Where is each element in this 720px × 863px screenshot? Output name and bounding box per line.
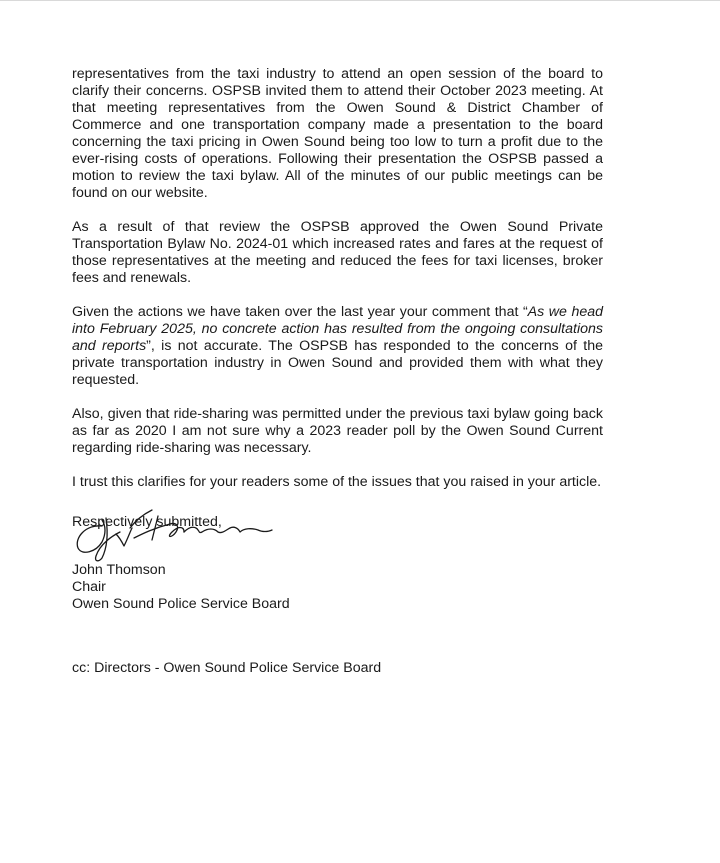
signer-organization: Owen Sound Police Service Board <box>72 596 290 612</box>
paragraph-3-lead: Given the actions we have taken over the last year your comment that “ <box>72 304 528 320</box>
signer-title: Chair <box>72 579 106 595</box>
cc-line: cc: Directors - Owen Sound Police Service Board <box>72 660 382 676</box>
page-top-border <box>0 0 720 1</box>
paragraph-3 <box>72 304 603 389</box>
signer-name: John Thomson <box>72 562 166 578</box>
paragraph-3-tail: ”, is not accurate. The OSPSB has responded to the concerns of the private transportation industry in Owen Sound and provided them with what they requested. <box>72 338 603 388</box>
quoted-comment: As we head into February 2025, no concrete action has resulted from the ongoing consultations and reports <box>72 304 604 354</box>
signature-block <box>72 562 290 613</box>
paragraph-1: representatives from the taxi industry to attend an open session of the board to clarify their concerns. OSPSB invited them to attend their October 2023 meeting. At that meeting representatives from the Owen Sound & District Chamber of Commerce and one transportation company made a presentation to the board concerning the taxi pricing in Owen Sound being too low to turn a profit due to the ever-rising costs of operations. Following their presentation the OSPSB passed a motion to review the taxi bylaw. All of the minutes of our public meetings can be found on our website. <box>72 66 603 201</box>
paragraph-5: I trust this clarifies for your readers some of the issues that you raised in your article. <box>72 474 602 490</box>
paragraph-2: As a result of that review the OSPSB approved the Owen Sound Private Transportation Bylaw No. 2024-01 which increased rates and fares at the request of those representatives at the meeting and reduced the fees for taxi licenses, broker fees and renewals. <box>72 219 603 286</box>
paragraph-4: Also, given that ride-sharing was permitted under the previous taxi bylaw going back as far as 2020 I am not sure why a 2023 reader poll by the Owen Sound Current regarding ride-sharing was necessary. <box>72 406 603 456</box>
closing-salutation: Respectively submitted, <box>72 514 222 530</box>
letter-body <box>72 66 603 531</box>
handwritten-signature <box>72 498 282 564</box>
